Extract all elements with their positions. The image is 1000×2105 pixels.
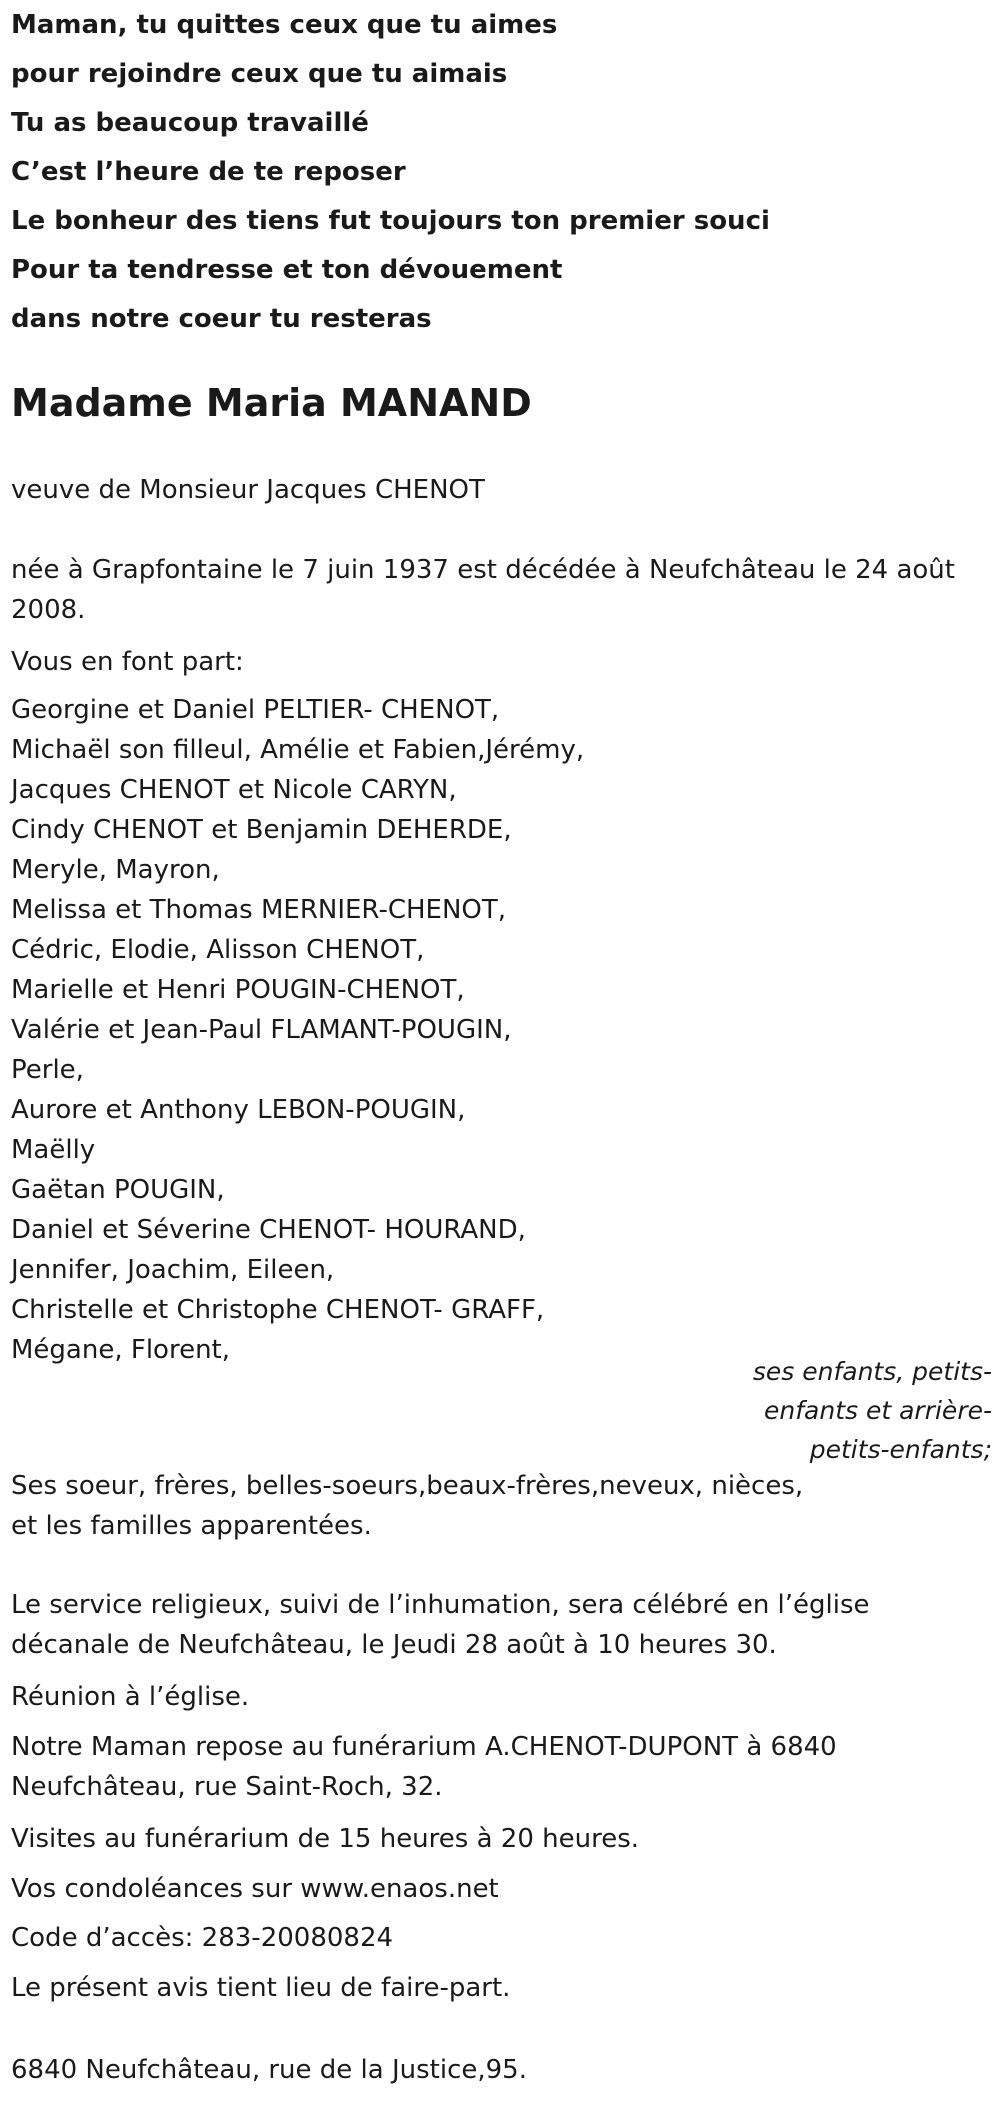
family-member: Michaël son filleul, Amélie et Fabien,Jérémy, bbox=[11, 735, 585, 765]
announce-text: Vous en font part: bbox=[11, 647, 244, 677]
family-member: Meryle, Mayron, bbox=[11, 855, 220, 885]
poem-line: dans notre coeur tu resteras bbox=[11, 304, 432, 334]
poem-line: Tu as beaucoup travaillé bbox=[11, 108, 369, 138]
poem-line: Pour ta tendresse et ton dévouement bbox=[11, 255, 563, 285]
family-member: Gaëtan POUGIN, bbox=[11, 1175, 225, 1205]
family-member: Georgine et Daniel PELTIER- CHENOT, bbox=[11, 695, 500, 725]
notice-text: Le présent avis tient lieu de faire-part. bbox=[11, 1973, 511, 2003]
family-member: Jennifer, Joachim, Eileen, bbox=[11, 1255, 335, 1285]
funerarium-line: Neufchâteau, rue Saint-Roch, 32. bbox=[11, 1772, 443, 1802]
family-member: Valérie et Jean-Paul FLAMANT-POUGIN, bbox=[11, 1015, 512, 1045]
family-member: Melissa et Thomas MERNIER-CHENOT, bbox=[11, 895, 507, 925]
service-line: Le service religieux, suivi de l’inhumation, sera célébré en l’église bbox=[11, 1590, 870, 1620]
visits-text: Visites au funérarium de 15 heures à 20 heures. bbox=[11, 1824, 640, 1854]
family-member: Maëlly bbox=[11, 1135, 96, 1165]
family-member: Mégane, Florent, bbox=[11, 1335, 231, 1365]
condolences-text: Vos condoléances sur www.enaos.net bbox=[11, 1874, 499, 1904]
widow-of: veuve de Monsieur Jacques CHENOT bbox=[11, 475, 485, 505]
reunion-text: Réunion à l’église. bbox=[11, 1682, 250, 1712]
poem-line: C’est l’heure de te reposer bbox=[11, 157, 406, 187]
service-line: décanale de Neufchâteau, le Jeudi 28 août à 10 heures 30. bbox=[11, 1630, 777, 1660]
family-member: Marielle et Henri POUGIN-CHENOT, bbox=[11, 975, 465, 1005]
family-member: Perle, bbox=[11, 1055, 84, 1085]
family-member: Aurore et Anthony LEBON-POUGIN, bbox=[11, 1095, 466, 1125]
birth-death-line: née à Grapfontaine le 7 juin 1937 est décédée à Neufchâteau le 24 août bbox=[11, 555, 955, 585]
family-role-line: petits-enfants; bbox=[809, 1435, 992, 1464]
family-member: Daniel et Séverine CHENOT- HOURAND, bbox=[11, 1215, 526, 1245]
poem-line: pour rejoindre ceux que tu aimais bbox=[11, 59, 508, 89]
address-text: 6840 Neufchâteau, rue de la Justice,95. bbox=[11, 2055, 527, 2085]
poem-line: Le bonheur des tiens fut toujours ton premier souci bbox=[11, 206, 770, 236]
family-member: Cindy CHENOT et Benjamin DEHERDE, bbox=[11, 815, 512, 845]
family-member: Christelle et Christophe CHENOT- GRAFF, bbox=[11, 1295, 545, 1325]
family-member: Cédric, Elodie, Alisson CHENOT, bbox=[11, 935, 425, 965]
family-role-line: ses enfants, petits- bbox=[752, 1357, 992, 1386]
access-code: Code d’accès: 283-20080824 bbox=[11, 1923, 394, 1953]
birth-death-line: 2008. bbox=[11, 595, 86, 625]
family-member: Jacques CHENOT et Nicole CARYN, bbox=[11, 775, 457, 805]
deceased-name: Madame Maria MANAND bbox=[11, 381, 532, 425]
family-role-line: enfants et arrière- bbox=[764, 1396, 992, 1425]
relatives-line: et les familles apparentées. bbox=[11, 1511, 372, 1541]
funerarium-line: Notre Maman repose au funérarium A.CHENOT-DUPONT à 6840 bbox=[11, 1732, 837, 1762]
poem-line: Maman, tu quittes ceux que tu aimes bbox=[11, 10, 558, 40]
relatives-line: Ses soeur, frères, belles-soeurs,beaux-frères,neveux, nièces, bbox=[11, 1471, 804, 1501]
